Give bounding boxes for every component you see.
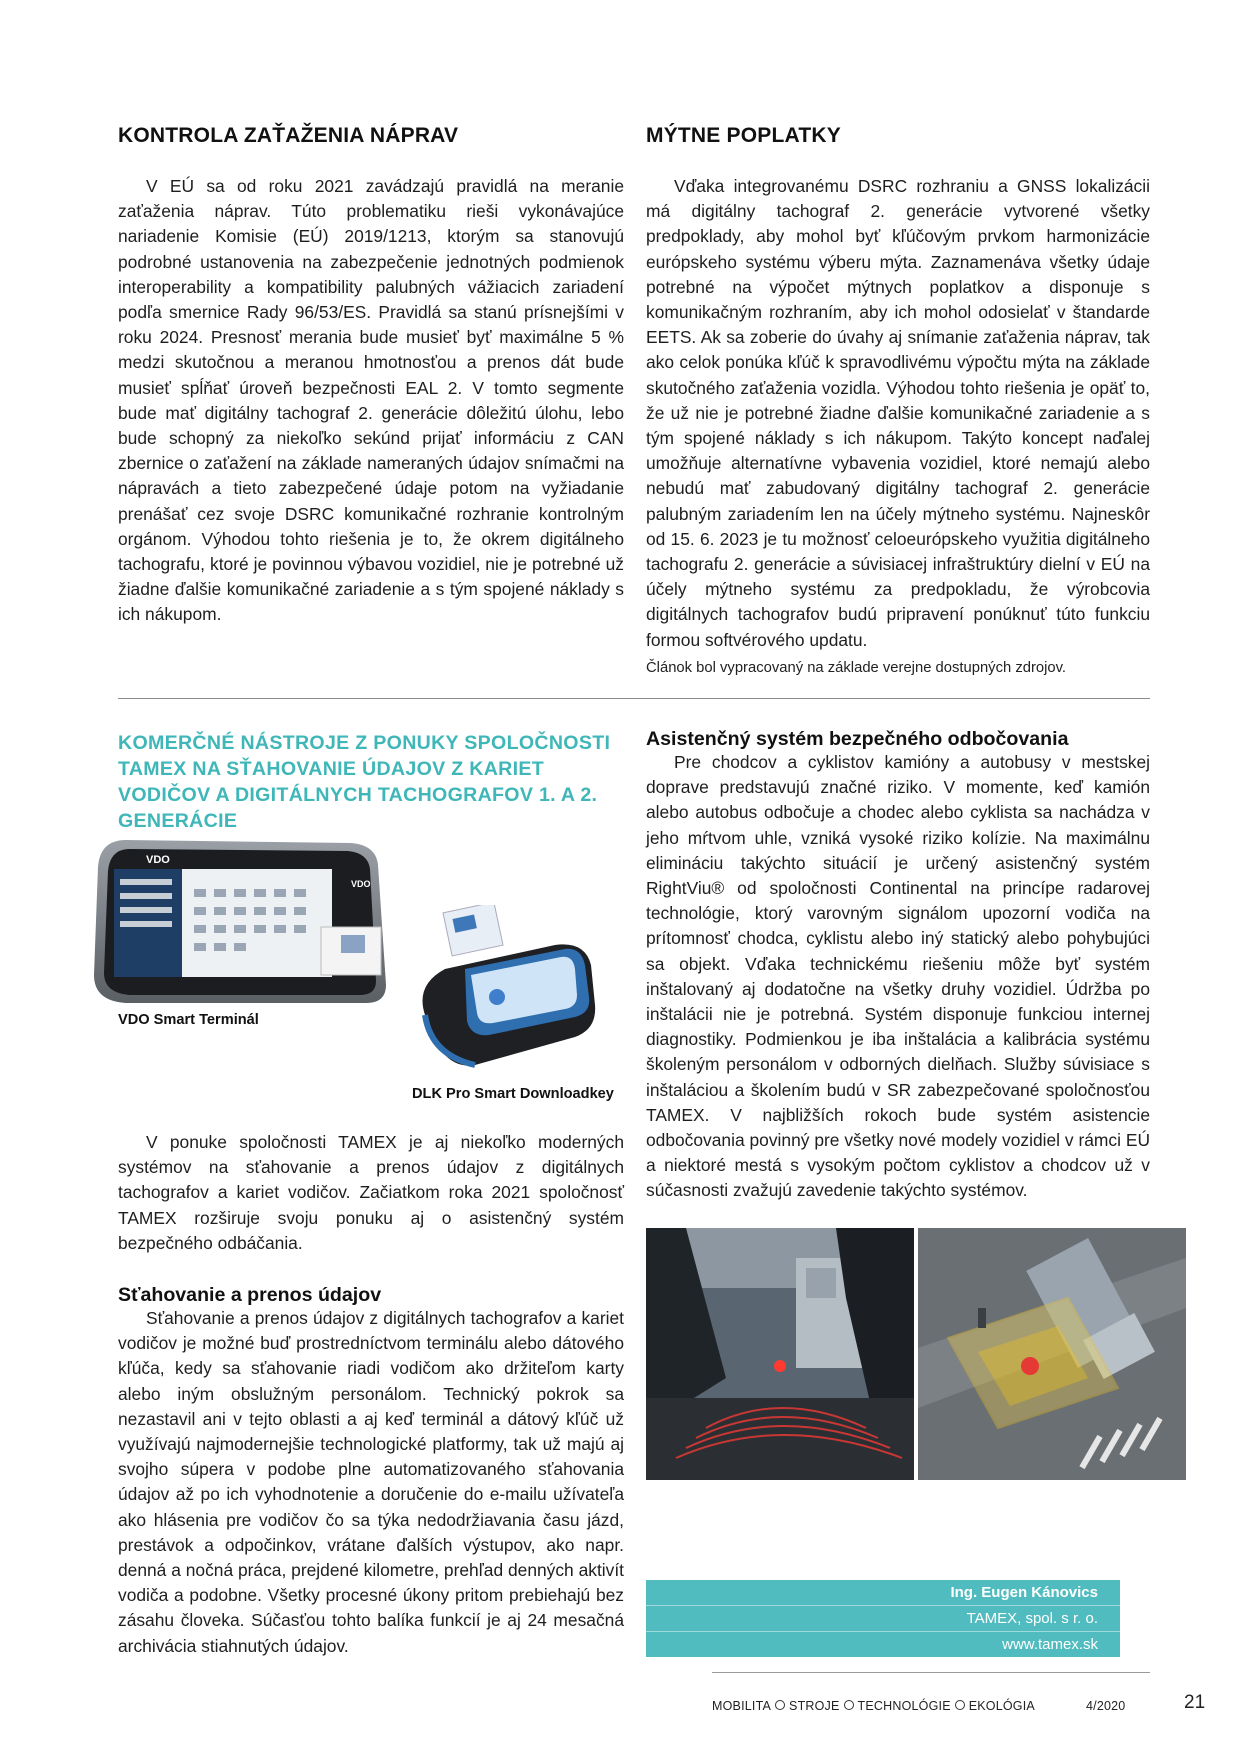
- terminal-brand-label-side: VDO: [351, 879, 371, 889]
- source-note: Článok bol vypracovaný na základe verejne dostupných zdrojov.: [646, 660, 1067, 676]
- footer-section-mobilita: MOBILITA: [712, 1699, 772, 1713]
- page-number: 21: [1184, 1692, 1206, 1713]
- subheading-turn-assist: Asistenčný systém bezpečného odbočovania: [646, 728, 1069, 750]
- truck-detection-zone-image: [918, 1228, 1186, 1480]
- circle-separator-icon: [844, 1700, 854, 1710]
- caption-vdo-terminal: VDO Smart Terminál: [118, 1012, 259, 1028]
- paragraph-download: Sťahovanie a prenos údajov z digitálnych tachografov a kariet vodičov je možné buď prostredníctvom terminálu alebo dátového kľúča, kedy sa sťahovanie riadi vodičom ako držiteľom karty alebo iným obslužným personálom. Technický pokrok sa nezastavil ani v tejto oblasti a aj keď terminál a dátový kľúč už využívajú najmodernejšie technologické platformy, tak už majú aj svojho súpera v podobe plne automatizovaného sťahovania údajov až po ich vyhodnotenie a doručenie do e-mailu užívateľa ako hlásenia pre vodičov čo sa týka nedodržiavania času jázd, prestávok a odpočinkov, vrátane ďalších výstupov, ako napr. denná a nočná práca, prejdené kilometre, prehľad denných aktivít vodiča a podobne. Všetky procesné úkony pritom prebiehajú bez zásahu človeka. Súčasťou tohto balíka funkcií je aj 24 mesačná archivácia stiahnutých údajov.: [118, 1308, 624, 1656]
- footer-rule: [712, 1672, 1150, 1673]
- cabin-radar-alert-image: [646, 1228, 914, 1480]
- author-company: TAMEX, spol. s r. o.: [646, 1606, 1120, 1632]
- paragraph-toll: Vďaka integrovanému DSRC rozhraniu a GNSS lokalizácii má digitálny tachograf 2. generácie vytvorené všetky predpoklady, aby mohol byť kľúčovým prvkom harmonizácie európskeho systému výberu mýta. Zaznamenáva všetky údaje potrebné na výpočet mýtnych poplatkov a disponuje s komunikačným rozhraním, aby ich mohol odosielať v štandarde EETS. Ak sa zoberie do úvahy aj snímanie zaťaženia náprav, tak ako celok ponúka kľúč k spravodlivému výpočtu mýta na základe skutočného zaťaženia vozidla. Výhodou tohto riešenia je opäť to, že už nie je potrebné žiadne ďalšie komunikačné zariadenie a s tým spojené náklady s ich nákupom. Takýto koncept naďalej umožňuje alternatívne vybavenia vozidiel, ktoré nemajú alebo nebudú mať zabudovaný digitálny tachograf 2. generácie palubným zariadením len na účely mýtneho systému. Najneskôr od 15. 6. 2023 je tu možnosť celoeurópskeho využitia digitálneho tachografu 2. generácie a súvisiacej infraštruktúry dielní v EÚ na účely mýtneho systému za predpokladu, že výrobcovia digitálnych tachografov budú pripravení ponúknuť túto funkciu formou softvérového updatu.: [646, 176, 1150, 650]
- caption-dlk-downloadkey: DLK Pro Smart Downloadkey: [412, 1086, 614, 1102]
- section-heading-axle-load: KONTROLA ZAŤAŽENIA NÁPRAV: [118, 124, 459, 147]
- paragraph-axle-load: V EÚ sa od roku 2021 zavádzajú pravidlá na meranie zaťaženia náprav. Túto problematiku rieši vykonávajúce nariadenie Komisie (EÚ) 2019/1213, ktorým sa stanovujú podrobné ustanovenia na zabezpečenie jednotných podmienok interoperability a kompatibility palubných vážiacich zariadení podľa smernice Rady 96/53/ES. Pravidlá sa stanú prísnejšími v roku 2024. Presnosť merania bude musieť byť maximálne 5 % medzi skutočnou a meranou hmotnosťou a prenos dát bude musieť spĺňať úroveň bezpečnosti EAL 2. V tomto segmente bude mať digitálny tachograf 2. generácie dôležitú úlohu, lebo bude schopný za niekoľko sekúnd prijať informáciu z CAN zbernice o zaťažení na základe nameraných údajov snímačmi na nápravách a tieto zabezpečené údaje potom na vyžiadanie prenášať cez svoje DSRC komunikačné rozhranie kontrolným orgánom. Výhodou tohto riešenia je to, že okrem digitálneho tachografu, ktoré je povinnou výbavou vozidiel, nie je potrebné už žiadne ďalšie komunikačné zariadenie a s tým spojené náklady s ich nákupom.: [118, 176, 624, 625]
- vdo-smart-terminal-image: [86, 835, 416, 1010]
- paragraph-tamex-offer: V ponuke spoločnosti TAMEX je aj niekoľko moderných systémov na sťahovanie a prenos údajov z digitálnych tachografov a kariet vodičov. Začiatkom roka 2021 spoločnosť TAMEX rozširuje svoju ponuku aj o asistenčný systém bezpečného odbáčania.: [118, 1132, 624, 1253]
- author-name: Ing. Eugen Kánovics: [646, 1580, 1120, 1606]
- paragraph-turn-assist: Pre chodcov a cyklistov kamióny a autobusy v mestskej doprave predstavujú značné riziko. V momente, keď kamión alebo autobus odbočuje a chodec alebo cyklista sa nachádza v jeho mŕtvom uhle, vzniká vysoké riziko kolízie. Na maximálnu elimináciu takýchto situácií je určený asistenčný systém RightViu® od spoločnosti Continental na princípe radarovej technológie, ktorý varovným signálom upozorní vodiča na prítomnosť chodca, cyklistu alebo iný statický alebo pohybujúci sa objekt. Vďaka technickému riešeniu môže byť systém inštalovaný aj dodatočne na všetky druhy vozidiel. Údržba po inštalácii nie je potrebná. Systém disponuje funkciou internej diagnostiky. Podmienkou je iba inštalácia a kalibrácia systému školeným personálom v odborných dielňach. Služby súvisiace s inštaláciou a školením budú v SR zabezpečované spoločnosťou TAMEX. V najbližších rokoch bude systém asistencie odbočovania povinný pre všetky nové modely vozidiel v rámci EÚ a niektoré mestá s vysokým počtom cyklistov a chodcov už v súčasnosti zvažujú zavedenie takýchto systémov.: [646, 752, 1150, 1201]
- circle-separator-icon: [955, 1700, 965, 1710]
- footer-issue: 4/2020: [1086, 1699, 1126, 1713]
- dlk-downloadkey-image: [405, 905, 615, 1075]
- subheading-download: Sťahovanie a prenos údajov: [118, 1284, 382, 1306]
- author-website-link[interactable]: www.tamex.sk: [1002, 1636, 1098, 1653]
- footer-section-technologie: TECHNOLÓGIE: [857, 1699, 951, 1713]
- footer-section-stroje: STROJE: [789, 1699, 840, 1713]
- section-divider: [118, 698, 1150, 699]
- tamex-tools-heading: KOMERČNÉ NÁSTROJE Z PONUKY SPOLOČNOSTI TAMEX NA SŤAHOVANIE ÚDAJOV Z KARIET VODIČOV A DIGITÁLNYCH TACHOGRAFOV 1. A 2. GENERÁCIE: [118, 732, 611, 832]
- section-heading-toll: MÝTNE POPLATKY: [646, 124, 841, 147]
- author-info-box: [646, 1580, 1120, 1657]
- footer-sections: [712, 1699, 1035, 1713]
- terminal-brand-label: VDO: [146, 854, 170, 866]
- footer-section-ekologia: EKOLÓGIA: [968, 1699, 1035, 1713]
- circle-separator-icon: [775, 1700, 785, 1710]
